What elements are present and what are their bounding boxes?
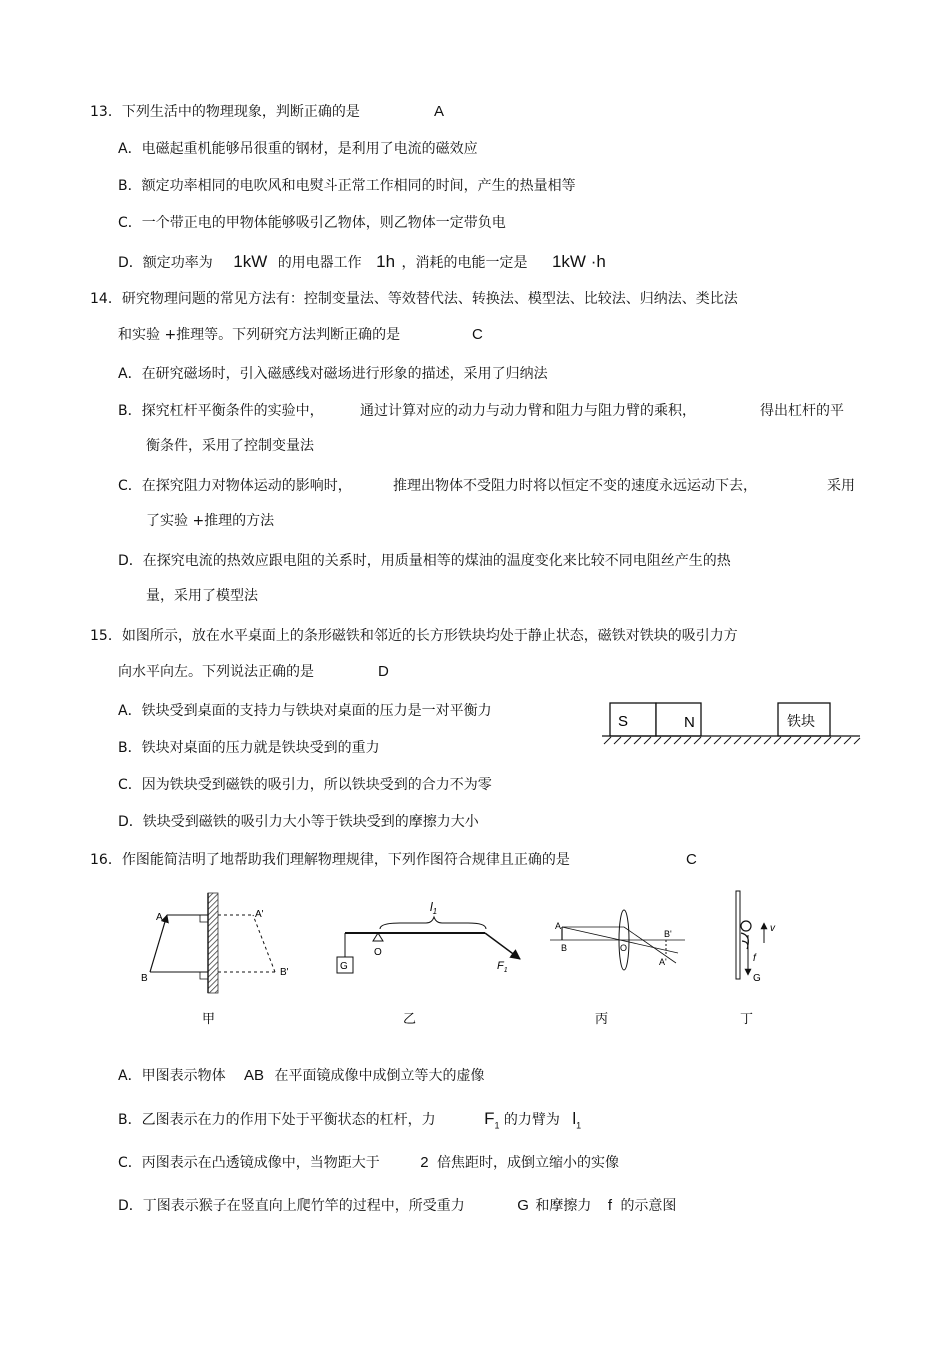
object-ab (150, 915, 167, 972)
q15-option-c: C．因为铁块受到磁铁的吸引力，所以铁块受到的合力不为零 (118, 777, 492, 793)
q16-d-text1: D．丁图表示猴子在竖直向上爬竹竿的过程中，所受重力 (118, 1198, 465, 1214)
yi-label-g: G (340, 961, 348, 972)
q14-option-c-part2: 推理出物体不受阻力时将以恒定不变的速度永远运动下去， (393, 478, 757, 494)
figure-yi-lever (337, 900, 520, 1026)
q14-option-c-part1: C．在探究阻力对物体运动的影响时， (118, 478, 352, 494)
magnet-n-label: N (684, 714, 695, 731)
q13-option-d (118, 252, 606, 273)
monkey-icon (741, 921, 751, 931)
q16-a-text2: 在平面镜成像中成倒立等大的虚像 (274, 1068, 485, 1084)
q16-answer: C (686, 851, 697, 868)
q16-a-text1: A．甲图表示物体 (118, 1068, 226, 1084)
yi-label-l1: $l_1$ (430, 900, 438, 916)
magnet-s-label: S (618, 713, 629, 730)
q16-c-text1: C．丙图表示在凸透镜成像中，当物距大于 (118, 1155, 380, 1171)
q14-option-a: A．在研究磁场时，引入磁感线对磁场进行形象的描述，采用了归纳法 (118, 366, 548, 382)
q14-answer: C (472, 326, 483, 343)
q16-d-g: G (517, 1197, 529, 1214)
figure-jia-caption: 甲 (202, 1011, 216, 1026)
q15-magnet-figure (598, 698, 864, 746)
q13-option-a: A．电磁起重机能够吊很重的钢材，是利用了电流的磁效应 (118, 141, 478, 157)
q14-stem-line1: 14．研究物理问题的常见方法有：控制变量法、等效替代法、转换法、模型法、比较法、归纳法、类比法 (90, 291, 738, 307)
q13-option-c: C．一个带正电的甲物体能够吸引乙物体，则乙物体一定带负电 (118, 215, 506, 231)
q16-b-l1: $l_1$ (572, 1109, 582, 1131)
q14-option-c-line2: 了实验 +推理的方法 (146, 513, 275, 529)
q16-b-f1: $F_1$ (484, 1109, 500, 1131)
q13-d-text1: D．额定功率为 (118, 255, 213, 271)
force-f1 (485, 933, 520, 959)
q16-c-text2: 倍焦距时，成倒立缩小的实像 (437, 1155, 620, 1171)
q16-figures (130, 885, 810, 1030)
q15-stem-line1: 15．如图所示，放在水平桌面上的条形磁铁和邻近的长方形铁块均处于静止状态，磁铁对铁块的吸引力方 (90, 628, 738, 644)
bing-label-a: A (555, 921, 562, 931)
q14-option-b-line2: 衡条件，采用了控制变量法 (146, 438, 314, 454)
q16-d-text3: 的示意图 (620, 1198, 677, 1214)
q13-d-text2: 的用电器工作 (277, 255, 362, 271)
iron-block-label: 铁块 (787, 713, 815, 729)
q16-option-c (118, 1153, 619, 1173)
q13-d-text3: ，消耗的电能一定是 (401, 255, 528, 271)
q14-option-b-part2: 通过计算对应的动力与动力臂和阻力与阻力臂的乘积， (360, 403, 696, 419)
jia-label-a-prime: A' (255, 909, 264, 920)
arm-brace (380, 917, 486, 929)
q15-option-b: B．铁块对桌面的压力就是铁块受到的重力 (118, 740, 380, 756)
q13-option-b: B．额定功率相同的电吹风和电熨斗正常工作相同的时间，产生的热量相等 (118, 178, 576, 194)
q13-stem: 13．下列生活中的物理现象，判断正确的是 (90, 104, 360, 120)
figure-ding-pole (736, 891, 776, 1026)
q16-option-d (118, 1196, 676, 1216)
ding-label-g: G (753, 973, 761, 984)
figure-jia-mirror (141, 893, 289, 1026)
bing-label-b: B (561, 943, 568, 953)
q16-d-text2: 和摩擦力 (535, 1198, 592, 1214)
q16-option-b (118, 1109, 581, 1135)
q14-option-b-part1: B．探究杠杆平衡条件的实验中， (118, 403, 324, 419)
figure-yi-caption: 乙 (403, 1011, 417, 1026)
figure-bing-caption: 丙 (595, 1011, 609, 1026)
q16-a-ab: AB (244, 1067, 265, 1084)
fulcrum (373, 933, 383, 941)
q16-c-two: 2 (420, 1154, 429, 1171)
q14-option-c-part3: 采用 (827, 478, 855, 494)
q13-d-power: 1kW (233, 252, 268, 271)
bing-label-b-prime: B' (664, 929, 672, 939)
q13-answer: A (434, 103, 445, 120)
q16-option-a (118, 1066, 485, 1086)
q16-b-text1: B．乙图表示在力的作用下处于平衡状态的杠杆，力 (118, 1112, 436, 1128)
q15-stem-line2: 向水平向左。下列说法正确的是 (118, 664, 314, 680)
q14-stem-line2: 和实验 +推理等。下列研究方法判断正确的是 (118, 327, 401, 343)
q15-answer: D (378, 663, 389, 680)
image-ab (253, 915, 275, 972)
jia-label-b: B (141, 973, 148, 984)
magnet-s-pole (610, 703, 656, 736)
q13-d-energy: 1kW ·h (551, 252, 606, 271)
q16-stem: 16．作图能简洁明了地帮助我们理解物理规律，下列作图符合规律且正确的是 (90, 852, 570, 868)
q15-option-a: A．铁块受到桌面的支持力与铁块对桌面的压力是一对平衡力 (118, 703, 492, 719)
figure-bing-lens (550, 910, 685, 1026)
q14-option-d-line1: D．在探究电流的热效应跟电阻的关系时，用质量相等的煤油的温度变化来比较不同电阻丝产生的热 (118, 553, 731, 569)
q13-d-time: 1h (376, 252, 396, 271)
q14-option-b-part3: 得出杠杆的平 (760, 403, 844, 419)
jia-label-b-prime: B' (280, 967, 289, 978)
q15-option-d: D．铁块受到磁铁的吸引力大小等于铁块受到的摩擦力大小 (118, 814, 479, 830)
bing-label-o: O (620, 943, 628, 953)
q16-d-f: f (607, 1197, 612, 1214)
figure-ding-caption: 丁 (740, 1011, 754, 1026)
q14-option-d-line2: 量，采用了模型法 (146, 588, 258, 604)
ding-label-v: v (770, 923, 775, 934)
ding-label-f: f (753, 953, 756, 964)
yi-label-f1: $F_1$ (497, 960, 508, 974)
bing-label-a-prime: A' (659, 957, 667, 967)
mirror-hatched (208, 893, 218, 993)
q16-b-text2: 的力臂为 (503, 1112, 560, 1128)
jia-label-a: A (156, 912, 163, 923)
table-hatching (604, 737, 860, 744)
bamboo-pole (736, 891, 740, 979)
yi-label-o: O (374, 947, 382, 958)
